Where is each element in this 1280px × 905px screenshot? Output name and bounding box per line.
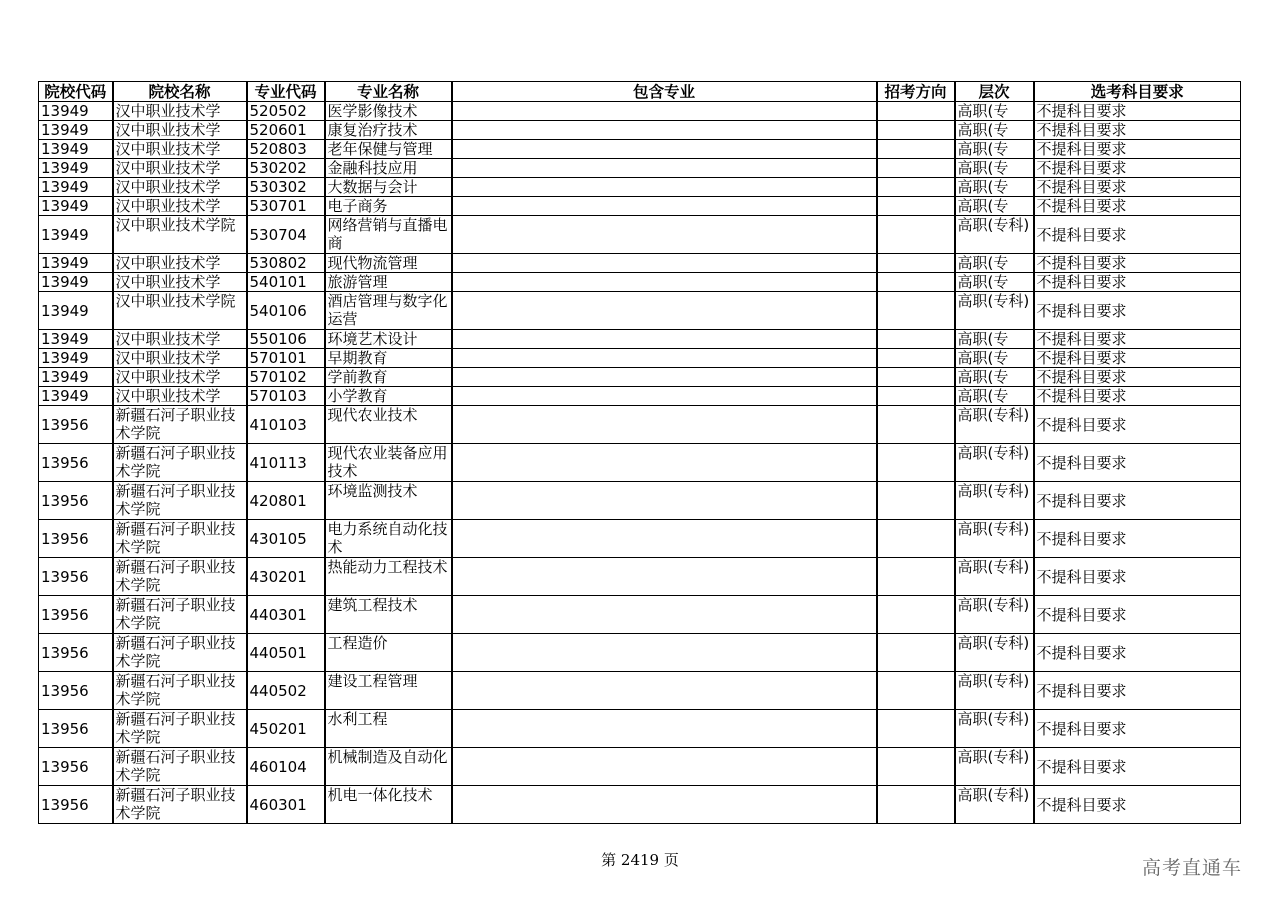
- cell-major-name: 热能动力工程技术: [325, 558, 452, 596]
- cell-school-name: 新疆石河子职业技术学院: [113, 672, 247, 710]
- cell-level: 高职(专: [955, 273, 1034, 292]
- cell-direction: [877, 672, 955, 710]
- cell-subject-requirement: 不提科目要求: [1034, 140, 1241, 159]
- table-row: [39, 748, 1241, 786]
- cell-school-code: 13956: [39, 748, 113, 786]
- page-number: 第 2419 页: [601, 851, 679, 869]
- cell-included-majors: [452, 387, 877, 406]
- cell-major-code: 570103: [247, 387, 325, 406]
- cell-major-name: 早期教育: [325, 349, 452, 368]
- cell-school-name: 汉中职业技术学: [113, 387, 247, 406]
- cell-major-code: 440501: [247, 634, 325, 672]
- table-body: [39, 102, 1241, 824]
- cell-subject-requirement: 不提科目要求: [1034, 596, 1241, 634]
- cell-direction: [877, 140, 955, 159]
- table-row: [39, 672, 1241, 710]
- table-row: [39, 159, 1241, 178]
- cell-school-name: 汉中职业技术学: [113, 349, 247, 368]
- cell-school-code: 13949: [39, 368, 113, 387]
- table-row: [39, 140, 1241, 159]
- cell-major-code: 530802: [247, 254, 325, 273]
- cell-major-name: 工程造价: [325, 634, 452, 672]
- cell-subject-requirement: 不提科目要求: [1034, 387, 1241, 406]
- table-row: [39, 216, 1241, 254]
- cell-subject-requirement: 不提科目要求: [1034, 786, 1241, 824]
- cell-major-name: 大数据与会计: [325, 178, 452, 197]
- cell-major-code: 430201: [247, 558, 325, 596]
- table-row: [39, 102, 1241, 121]
- cell-level: 高职(专科): [955, 786, 1034, 824]
- cell-school-code: 13949: [39, 102, 113, 121]
- cell-major-name: 建设工程管理: [325, 672, 452, 710]
- cell-direction: [877, 520, 955, 558]
- cell-included-majors: [452, 748, 877, 786]
- cell-included-majors: [452, 520, 877, 558]
- cell-direction: [877, 634, 955, 672]
- cell-direction: [877, 330, 955, 349]
- cell-major-name: 建筑工程技术: [325, 596, 452, 634]
- cell-major-code: 410113: [247, 444, 325, 482]
- table-row: [39, 596, 1241, 634]
- cell-included-majors: [452, 672, 877, 710]
- cell-major-code: 410103: [247, 406, 325, 444]
- cell-major-code: 440502: [247, 672, 325, 710]
- table-row: [39, 482, 1241, 520]
- table-row: [39, 634, 1241, 672]
- cell-major-name: 网络营销与直播电商: [325, 216, 452, 254]
- cell-major-name: 旅游管理: [325, 273, 452, 292]
- cell-included-majors: [452, 292, 877, 330]
- cell-level: 高职(专科): [955, 216, 1034, 254]
- cell-school-code: 13949: [39, 159, 113, 178]
- cell-major-name: 学前教育: [325, 368, 452, 387]
- cell-level: 高职(专科): [955, 710, 1034, 748]
- cell-major-code: 460104: [247, 748, 325, 786]
- table-row: [39, 349, 1241, 368]
- cell-direction: [877, 273, 955, 292]
- table-row: [39, 406, 1241, 444]
- cell-school-code: 13949: [39, 216, 113, 254]
- cell-major-name: 机电一体化技术: [325, 786, 452, 824]
- cell-major-code: 550106: [247, 330, 325, 349]
- cell-school-name: 汉中职业技术学: [113, 273, 247, 292]
- cell-major-name: 老年保健与管理: [325, 140, 452, 159]
- cell-school-name: 汉中职业技术学: [113, 178, 247, 197]
- cell-major-name: 酒店管理与数字化运营: [325, 292, 452, 330]
- cell-included-majors: [452, 330, 877, 349]
- cell-school-name: 新疆石河子职业技术学院: [113, 444, 247, 482]
- table-row: [39, 444, 1241, 482]
- cell-major-code: 520502: [247, 102, 325, 121]
- cell-included-majors: [452, 444, 877, 482]
- cell-direction: [877, 292, 955, 330]
- cell-direction: [877, 254, 955, 273]
- cell-level: 高职(专科): [955, 292, 1034, 330]
- cell-school-code: 13956: [39, 710, 113, 748]
- cell-school-code: 13956: [39, 786, 113, 824]
- cell-school-code: 13949: [39, 387, 113, 406]
- table-row: [39, 710, 1241, 748]
- cell-direction: [877, 197, 955, 216]
- cell-school-code: 13956: [39, 482, 113, 520]
- cell-major-name: 现代农业装备应用技术: [325, 444, 452, 482]
- cell-school-code: 13949: [39, 140, 113, 159]
- cell-major-name: 环境艺术设计: [325, 330, 452, 349]
- cell-direction: [877, 349, 955, 368]
- cell-major-code: 530202: [247, 159, 325, 178]
- cell-major-code: 450201: [247, 710, 325, 748]
- cell-major-code: 530701: [247, 197, 325, 216]
- cell-subject-requirement: 不提科目要求: [1034, 292, 1241, 330]
- cell-included-majors: [452, 482, 877, 520]
- cell-included-majors: [452, 368, 877, 387]
- cell-direction: [877, 482, 955, 520]
- cell-major-code: 530302: [247, 178, 325, 197]
- cell-subject-requirement: 不提科目要求: [1034, 444, 1241, 482]
- table-row: [39, 273, 1241, 292]
- header-level: 层次: [955, 82, 1034, 102]
- table-row: [39, 197, 1241, 216]
- cell-school-code: 13956: [39, 406, 113, 444]
- cell-school-code: 13949: [39, 273, 113, 292]
- cell-subject-requirement: 不提科目要求: [1034, 748, 1241, 786]
- cell-direction: [877, 102, 955, 121]
- cell-included-majors: [452, 140, 877, 159]
- cell-school-name: 汉中职业技术学: [113, 330, 247, 349]
- cell-major-code: 520601: [247, 121, 325, 140]
- cell-major-code: 430105: [247, 520, 325, 558]
- cell-school-code: 13956: [39, 444, 113, 482]
- cell-included-majors: [452, 121, 877, 140]
- header-major-code: 专业代码: [247, 82, 325, 102]
- cell-subject-requirement: 不提科目要求: [1034, 368, 1241, 387]
- cell-subject-requirement: 不提科目要求: [1034, 406, 1241, 444]
- header-major-name: 专业名称: [325, 82, 452, 102]
- cell-direction: [877, 444, 955, 482]
- cell-school-name: 汉中职业技术学: [113, 368, 247, 387]
- cell-school-name: 新疆石河子职业技术学院: [113, 710, 247, 748]
- cell-major-name: 机械制造及自动化: [325, 748, 452, 786]
- cell-included-majors: [452, 558, 877, 596]
- cell-major-name: 康复治疗技术: [325, 121, 452, 140]
- cell-level: 高职(专科): [955, 558, 1034, 596]
- table-row: [39, 520, 1241, 558]
- cell-school-name: 新疆石河子职业技术学院: [113, 406, 247, 444]
- cell-included-majors: [452, 786, 877, 824]
- cell-included-majors: [452, 406, 877, 444]
- cell-school-name: 新疆石河子职业技术学院: [113, 596, 247, 634]
- table-row: [39, 178, 1241, 197]
- header-included-majors: 包含专业: [452, 82, 877, 102]
- cell-school-name: 新疆石河子职业技术学院: [113, 558, 247, 596]
- cell-major-name: 环境监测技术: [325, 482, 452, 520]
- cell-school-name: 汉中职业技术学: [113, 140, 247, 159]
- cell-school-code: 13956: [39, 672, 113, 710]
- cell-school-name: 汉中职业技术学: [113, 121, 247, 140]
- cell-subject-requirement: 不提科目要求: [1034, 710, 1241, 748]
- cell-direction: [877, 596, 955, 634]
- cell-subject-requirement: 不提科目要求: [1034, 178, 1241, 197]
- cell-level: 高职(专科): [955, 406, 1034, 444]
- table-row: [39, 387, 1241, 406]
- table-row: [39, 558, 1241, 596]
- cell-level: 高职(专科): [955, 748, 1034, 786]
- cell-subject-requirement: 不提科目要求: [1034, 273, 1241, 292]
- cell-school-name: 新疆石河子职业技术学院: [113, 748, 247, 786]
- cell-included-majors: [452, 216, 877, 254]
- cell-subject-requirement: 不提科目要求: [1034, 216, 1241, 254]
- cell-level: 高职(专: [955, 330, 1034, 349]
- cell-level: 高职(专: [955, 368, 1034, 387]
- table-header-row: [39, 82, 1241, 102]
- cell-direction: [877, 387, 955, 406]
- cell-included-majors: [452, 596, 877, 634]
- cell-level: 高职(专科): [955, 444, 1034, 482]
- cell-school-code: 13956: [39, 558, 113, 596]
- table-row: [39, 786, 1241, 824]
- header-school-code: 院校代码: [39, 82, 113, 102]
- cell-included-majors: [452, 349, 877, 368]
- cell-school-code: 13956: [39, 634, 113, 672]
- cell-school-name: 汉中职业技术学院: [113, 292, 247, 330]
- cell-major-code: 540106: [247, 292, 325, 330]
- cell-level: 高职(专科): [955, 482, 1034, 520]
- cell-school-code: 13956: [39, 596, 113, 634]
- cell-level: 高职(专: [955, 254, 1034, 273]
- cell-subject-requirement: 不提科目要求: [1034, 672, 1241, 710]
- cell-level: 高职(专: [955, 349, 1034, 368]
- cell-school-name: 新疆石河子职业技术学院: [113, 482, 247, 520]
- table-row: [39, 254, 1241, 273]
- header-subject-requirement: 选考科目要求: [1034, 82, 1241, 102]
- table-row: [39, 330, 1241, 349]
- cell-subject-requirement: 不提科目要求: [1034, 482, 1241, 520]
- table-row: [39, 121, 1241, 140]
- cell-level: 高职(专科): [955, 520, 1034, 558]
- cell-subject-requirement: 不提科目要求: [1034, 330, 1241, 349]
- cell-school-name: 汉中职业技术学: [113, 159, 247, 178]
- cell-major-name: 电子商务: [325, 197, 452, 216]
- cell-school-name: 新疆石河子职业技术学院: [113, 634, 247, 672]
- cell-level: 高职(专科): [955, 596, 1034, 634]
- cell-subject-requirement: 不提科目要求: [1034, 254, 1241, 273]
- admissions-table: [38, 81, 1241, 824]
- table-row: [39, 292, 1241, 330]
- cell-school-name: 汉中职业技术学: [113, 102, 247, 121]
- cell-major-name: 金融科技应用: [325, 159, 452, 178]
- cell-direction: [877, 368, 955, 387]
- cell-level: 高职(专: [955, 387, 1034, 406]
- cell-direction: [877, 216, 955, 254]
- cell-subject-requirement: 不提科目要求: [1034, 102, 1241, 121]
- cell-school-code: 13949: [39, 197, 113, 216]
- cell-school-name: 汉中职业技术学: [113, 197, 247, 216]
- cell-subject-requirement: 不提科目要求: [1034, 634, 1241, 672]
- cell-level: 高职(专: [955, 159, 1034, 178]
- cell-included-majors: [452, 634, 877, 672]
- cell-level: 高职(专: [955, 197, 1034, 216]
- header-direction: 招考方向: [877, 82, 955, 102]
- cell-direction: [877, 710, 955, 748]
- cell-major-name: 小学教育: [325, 387, 452, 406]
- cell-direction: [877, 159, 955, 178]
- cell-level: 高职(专科): [955, 672, 1034, 710]
- cell-level: 高职(专: [955, 102, 1034, 121]
- cell-subject-requirement: 不提科目要求: [1034, 121, 1241, 140]
- cell-school-name: 新疆石河子职业技术学院: [113, 520, 247, 558]
- cell-subject-requirement: 不提科目要求: [1034, 197, 1241, 216]
- cell-direction: [877, 748, 955, 786]
- cell-major-code: 440301: [247, 596, 325, 634]
- cell-school-name: 汉中职业技术学院: [113, 216, 247, 254]
- cell-school-name: 汉中职业技术学: [113, 254, 247, 273]
- cell-school-code: 13949: [39, 178, 113, 197]
- cell-included-majors: [452, 102, 877, 121]
- cell-school-name: 新疆石河子职业技术学院: [113, 786, 247, 824]
- cell-direction: [877, 121, 955, 140]
- cell-major-code: 570102: [247, 368, 325, 387]
- cell-major-code: 460301: [247, 786, 325, 824]
- cell-included-majors: [452, 159, 877, 178]
- cell-major-name: 现代物流管理: [325, 254, 452, 273]
- cell-level: 高职(专: [955, 121, 1034, 140]
- cell-subject-requirement: 不提科目要求: [1034, 558, 1241, 596]
- cell-included-majors: [452, 178, 877, 197]
- cell-subject-requirement: 不提科目要求: [1034, 159, 1241, 178]
- cell-major-code: 540101: [247, 273, 325, 292]
- cell-school-code: 13949: [39, 330, 113, 349]
- cell-major-code: 420801: [247, 482, 325, 520]
- cell-included-majors: [452, 273, 877, 292]
- cell-direction: [877, 786, 955, 824]
- cell-direction: [877, 178, 955, 197]
- cell-school-code: 13956: [39, 520, 113, 558]
- cell-major-name: 现代农业技术: [325, 406, 452, 444]
- cell-subject-requirement: 不提科目要求: [1034, 520, 1241, 558]
- cell-direction: [877, 558, 955, 596]
- cell-subject-requirement: 不提科目要求: [1034, 349, 1241, 368]
- watermark: 高考直通车: [1142, 857, 1243, 879]
- cell-major-code: 530704: [247, 216, 325, 254]
- header-school-name: 院校名称: [113, 82, 247, 102]
- cell-included-majors: [452, 197, 877, 216]
- cell-included-majors: [452, 254, 877, 273]
- cell-level: 高职(专科): [955, 634, 1034, 672]
- cell-school-code: 13949: [39, 349, 113, 368]
- cell-major-code: 520803: [247, 140, 325, 159]
- cell-school-code: 13949: [39, 292, 113, 330]
- cell-direction: [877, 406, 955, 444]
- cell-school-code: 13949: [39, 254, 113, 273]
- cell-major-code: 570101: [247, 349, 325, 368]
- cell-level: 高职(专: [955, 178, 1034, 197]
- cell-major-name: 医学影像技术: [325, 102, 452, 121]
- cell-major-name: 水利工程: [325, 710, 452, 748]
- cell-included-majors: [452, 710, 877, 748]
- cell-level: 高职(专: [955, 140, 1034, 159]
- table-row: [39, 368, 1241, 387]
- cell-school-code: 13949: [39, 121, 113, 140]
- cell-major-name: 电力系统自动化技术: [325, 520, 452, 558]
